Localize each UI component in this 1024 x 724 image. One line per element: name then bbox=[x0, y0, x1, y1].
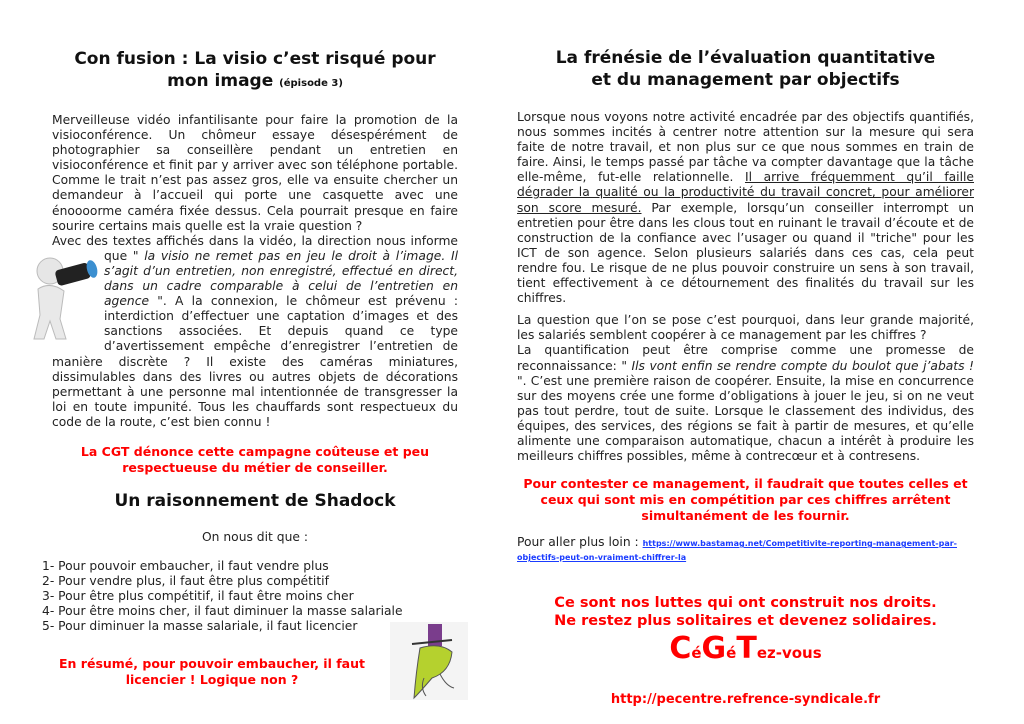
left-column bbox=[52, 48, 458, 476]
article-paragraph: Avec des textes affichés dans la vidéo, la direction nous informe que " la visio ne remet pas en jeu le droit à l’image. Il s’agit d’un entretien, non enregistré, effectué en direct, dans un cadre comparable à celui de l’entretien en agence ". A la connexion, le chômeur est prévenu : interdiction d’effectuer une captation d’images et des sanctions associées. Et depuis quand ce type d’avertissement empêche d’enregistrer l’entretien de manière discrète ? Il existe des caméras miniatures, dissimulables dans des livres ou autres objets de décorations permettant à une personne mal intentionnée de transgresser la loi en toute impunité. Tous les chauffards sont respectueux du code de la route, c’est bien connu ! bbox=[52, 234, 458, 430]
website-url[interactable]: http://pecentre.refrence-syndicale.fr bbox=[610, 692, 881, 707]
article-title-shadock: Un raisonnement de Shadock bbox=[114, 491, 396, 511]
bastamag-link[interactable]: https://www.bastamag.net/Competitivite-reporting-management-par-objectifs-peut-on-vraiment-chiffrer-la bbox=[517, 539, 957, 563]
article-paragraph: La quantification peut être comprise comme une promesse de reconnaissance: " Ils vont enfin se rendre compte du boulot que j’abats ! ". C’est une première raison de coopérer. Ensuite, la mise en concurrence sur des moyens crée une forme d’obligations à jouer le jeu, si on ne veut pas tout perdre, tout de suite. Lorsque le classement des individus, des équipes, des services, des régions se fait à partir de mesures, et qu’elle alimente une comparaison automatique, chacun a intérêt à produire les meilleurs chiffres possibles, même à contrecœur et à contresens. bbox=[517, 343, 974, 464]
list-item: 1- Pour pouvoir embaucher, il faut vendre plus bbox=[42, 559, 329, 573]
article-paragraph: Lorsque nous voyons notre activité encadrée par des objectifs quantifiés, nous sommes incités à centrer notre attention sur la mesure qui sera faite de notre travail, et non plus sur ce que nous sommes en train de faire. Ainsi, le temps passé par tâche va compter davantage que la tâche elle-même, fut-elle relationnelle. Il arrive fréquemment qu’il faille dégrader la qualité ou la productivité du travail concret, pour améliorer son score mesuré. Par exemple, lorsqu’un conseiller interrompt un entretien pour être dans les clous tout en ruinant le travail d’écoute et de construction de la confiance avec l’usager ou quand il "triche" pour les ICT de son agence. Selon plusieurs salariés dans ces cas, cela peut rendre fou. Le risque de ne plus pouvoir construire un sens à son travail, tient effectivement à ce détournement des finalités du travail sur les chiffres. bbox=[517, 110, 974, 306]
footer-slogans bbox=[517, 594, 974, 708]
further-reading: Pour aller plus loin : https://www.bastamag.net/Competitivite-reporting-management-par-objectifs-peut-on-vraiment-chiffrer-la bbox=[517, 535, 957, 563]
shadock-list bbox=[42, 559, 442, 634]
cgt-statement: La CGT dénonce cette campagne coûteuse et peu respectueuse du métier de conseiller. bbox=[80, 443, 430, 475]
article-title-evaluation: La frénésie de l’évaluation quantitative et du management par objectifs bbox=[555, 48, 936, 90]
list-item: 4- Pour être moins cher, il faut diminuer la masse salariale bbox=[42, 604, 403, 618]
article-title-visio: Con fusion : La visio c’est risqué pour mon image (épisode 3) bbox=[74, 49, 436, 91]
right-column bbox=[517, 47, 974, 564]
slogan-line: Ne restez plus solitaires et devenez solidaires. bbox=[554, 613, 937, 629]
camera-man-image bbox=[30, 249, 102, 341]
episode-label: (épisode 3) bbox=[279, 78, 343, 89]
cegetez-vous-logo: CéGéTez-vous bbox=[669, 631, 822, 666]
article-paragraph: La question que l’on se pose c’est pourquoi, dans leur grande majorité, les salariés semblent coopérer à ce management par les chiffres ? bbox=[517, 313, 974, 343]
shadock-conclusion: En résumé, pour pouvoir embaucher, il faut licencier ! Logique non ? bbox=[59, 656, 365, 687]
shadock-image bbox=[390, 622, 468, 700]
list-item: 5- Pour diminuer la masse salariale, il faut licencier bbox=[42, 619, 358, 633]
list-item: 2- Pour vendre plus, il faut être plus compétitif bbox=[42, 574, 329, 588]
contest-statement: Pour contester ce management, il faudrait que toutes celles et ceux qui sont mis en compétition par ces chiffres arrêtent simultanément de les fournir. bbox=[523, 476, 968, 524]
list-item: 3- Pour être plus compétitif, il faut être moins cher bbox=[42, 589, 354, 603]
slogan-line: Ce sont nos luttes qui ont construit nos droits. bbox=[554, 595, 937, 611]
shadock-section bbox=[52, 490, 458, 545]
shadock-intro: On nous dit que : bbox=[202, 530, 308, 544]
article-paragraph: Merveilleuse vidéo infantilisante pour faire la promotion de la visioconférence. Un chômeur essaye désespérément de photographier sa conseillère pendant un entretien en visioconférence et finit par y arriver avec son téléphone portable. Comme le trait n’est pas assez gros, elle va ensuite chercher un demandeur à l’accueil qui porte une casquette avec une énoooorme caméra fixée dessus. Cela pourrait presque en faire sourire certains mais quelle est la vraie question ? bbox=[52, 113, 458, 233]
